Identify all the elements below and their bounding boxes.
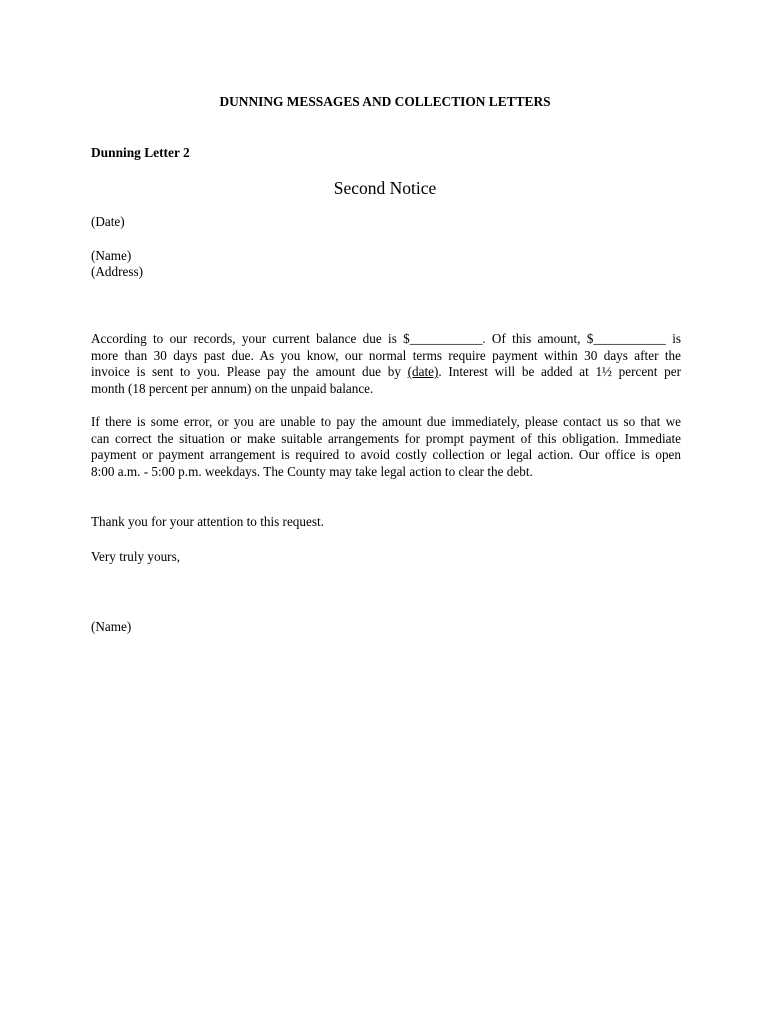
closing-line: Very truly yours,	[91, 549, 181, 564]
letter-subheading: Dunning Letter 2	[91, 145, 190, 160]
interest-text: . Interest will be added at 1½ percent per	[438, 364, 681, 380]
date-placeholder: (Date)	[91, 214, 125, 229]
balance-paragraph-line	[91, 364, 681, 381]
balance-paragraph-line: According to our records, your current balance due is $___________. Of this amount, $___________ is	[91, 331, 681, 346]
error-paragraph-line: payment or payment arrangement is required to avoid costly collection or legal action. Our office is open	[91, 447, 681, 463]
recipient-address-placeholder: (Address)	[91, 264, 144, 279]
error-contact-paragraph	[91, 414, 681, 480]
thank-you-line: Thank you for your attention to this request.	[91, 514, 324, 529]
balance-paragraph-line: more than 30 days past due. As you know, our normal terms require payment within 30 days after the	[91, 347, 681, 363]
error-paragraph-line: If there is some error, or you are unable to pay the amount due immediately, please contact us so that we	[91, 414, 681, 429]
recipient-name-placeholder: (Name)	[91, 248, 132, 263]
due-text: invoice is sent to you. Please pay the amount due by	[91, 364, 408, 380]
signature-name-placeholder: (Name)	[91, 619, 132, 634]
error-paragraph-line: 8:00 a.m. - 5:00 p.m. weekdays. The County may take legal action to clear the debt.	[91, 463, 533, 479]
document-title: DUNNING MESSAGES AND COLLECTION LETTERS	[219, 94, 551, 109]
balance-paragraph	[91, 331, 681, 397]
balance-paragraph-line: month (18 percent per annum) on the unpaid balance.	[91, 380, 374, 396]
due-date-placeholder: (date)	[407, 364, 439, 380]
notice-title: Second Notice	[333, 178, 437, 198]
error-paragraph-line: can correct the situation or make suitable arrangements for prompt payment of this obligation. Immediate	[91, 430, 681, 446]
